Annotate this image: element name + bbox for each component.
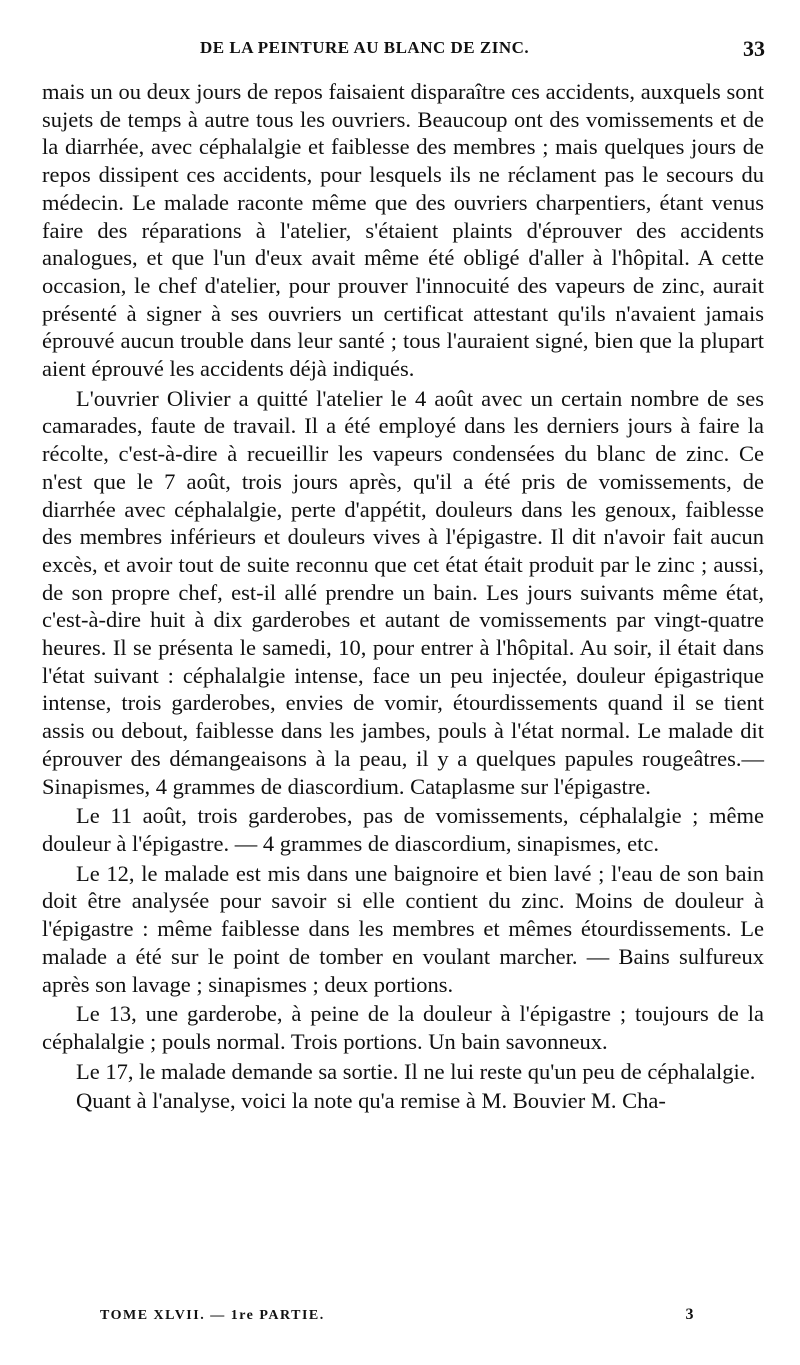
paragraph: L'ouvrier Olivier a quitté l'atelier le 4 août avec un certain nombre de ses camarades, faute de travail. Il a été employé dans les derniers jours à faire la récolte, c'est-à-dire à recueillir les vapeurs condensées du blanc de zinc. Ce n'est que le 7 août, trois jours après, qu'il a été pris de vomissements, de diarrhée avec céphalalgie, perte d'appétit, douleurs dans les genoux, faiblesse des membres inférieurs et douleurs vives à l'épigastre. Il dit n'avoir fait aucun excès, et avoir tout de suite reconnu que cet état était produit par le zinc ; aussi, de son propre chef, est-il allé prendre un bain. Les jours suivants même état, c'est-à-dire huit à dix garderobes et autant de vomissements par vingt-quatre heures. Il se présenta le samedi, 10, pour entrer à l'hôpital. Au soir, il était dans l'état suivant : céphalalgie intense, face un peu injectée, douleur épigastrique intense, trois garderobes, envies de vomir, étourdissements quand il se tient assis ou debout, faiblesse dans les jambes, pouls à l'état normal. Le malade dit éprouver des démangeaisons à la peau, il y a quelques papules rougeâtres.— Sinapismes, 4 grammes de diascordium. Cataplasme sur l'épigastre.: [42, 385, 764, 799]
running-footer: [100, 1308, 695, 1332]
paragraph: Le 17, le malade demande sa sortie. Il ne lui reste qu'un peu de céphalalgie.: [76, 1058, 756, 1084]
signature-mark: 3: [685, 1306, 695, 1323]
paragraph-continued: mais un ou deux jours de repos faisaient disparaître ces accidents, auxquels sont sujets de temps à autre tous les ouvriers. Beaucoup ont des vomissements et de la diarrhée, avec céphalalgie et faiblesse des membres ; mais quelques jours de repos dissipent ces accidents, pour lesquels ils ne réclament pas le secours du médecin. Le malade raconte même que des ouvriers charpentiers, étant venus faire des réparations à l'atelier, s'étaient plaints d'éprouver des accidents analogues, et que l'un d'eux avait même été obligé d'aller à l'hôpital. A cette occasion, le chef d'atelier, pour prouver l'innocuité des vapeurs de zinc, aurait présenté à signer à ses ouvriers un certificat attestant qu'ils n'avaient jamais éprouvé aucun trouble dans leur santé ; tous l'auraient signé, bien que la plupart aient éprouvé les accidents déjà indiqués.: [42, 79, 764, 382]
paragraph: Le 12, le malade est mis dans une baignoire et bien lavé ; l'eau de son bain doit être analysée pour savoir si elle contient du zinc. Moins de douleur à l'épigastre : même faiblesse dans les membres et mêmes étourdissements. Le malade a été sur le point de tomber en voulant marcher. — Bains sulfureux après son lavage ; sinapismes ; deux portions.: [42, 860, 764, 997]
running-title: DE LA PEINTURE AU BLANC DE ZINC.: [200, 38, 530, 57]
body-text: [42, 78, 764, 1115]
page-number: 33: [743, 36, 765, 61]
paragraph: Quant à l'analyse, voici la note qu'a remise à M. Bouvier M. Cha-: [76, 1088, 666, 1114]
volume-line: TOME XLVII. — 1re PARTIE.: [100, 1308, 325, 1323]
paragraph: Le 13, une garderobe, à peine de la douleur à l'épigastre ; toujours de la céphalalgie ; pouls normal. Trois portions. Un bain savonneux.: [42, 1001, 764, 1054]
paragraph: Le 11 août, trois garderobes, pas de vomissements, céphalalgie ; même douleur à l'épigastre. — 4 grammes de diascordium, sinapismes, etc.: [42, 803, 764, 856]
running-header: [50, 38, 765, 64]
